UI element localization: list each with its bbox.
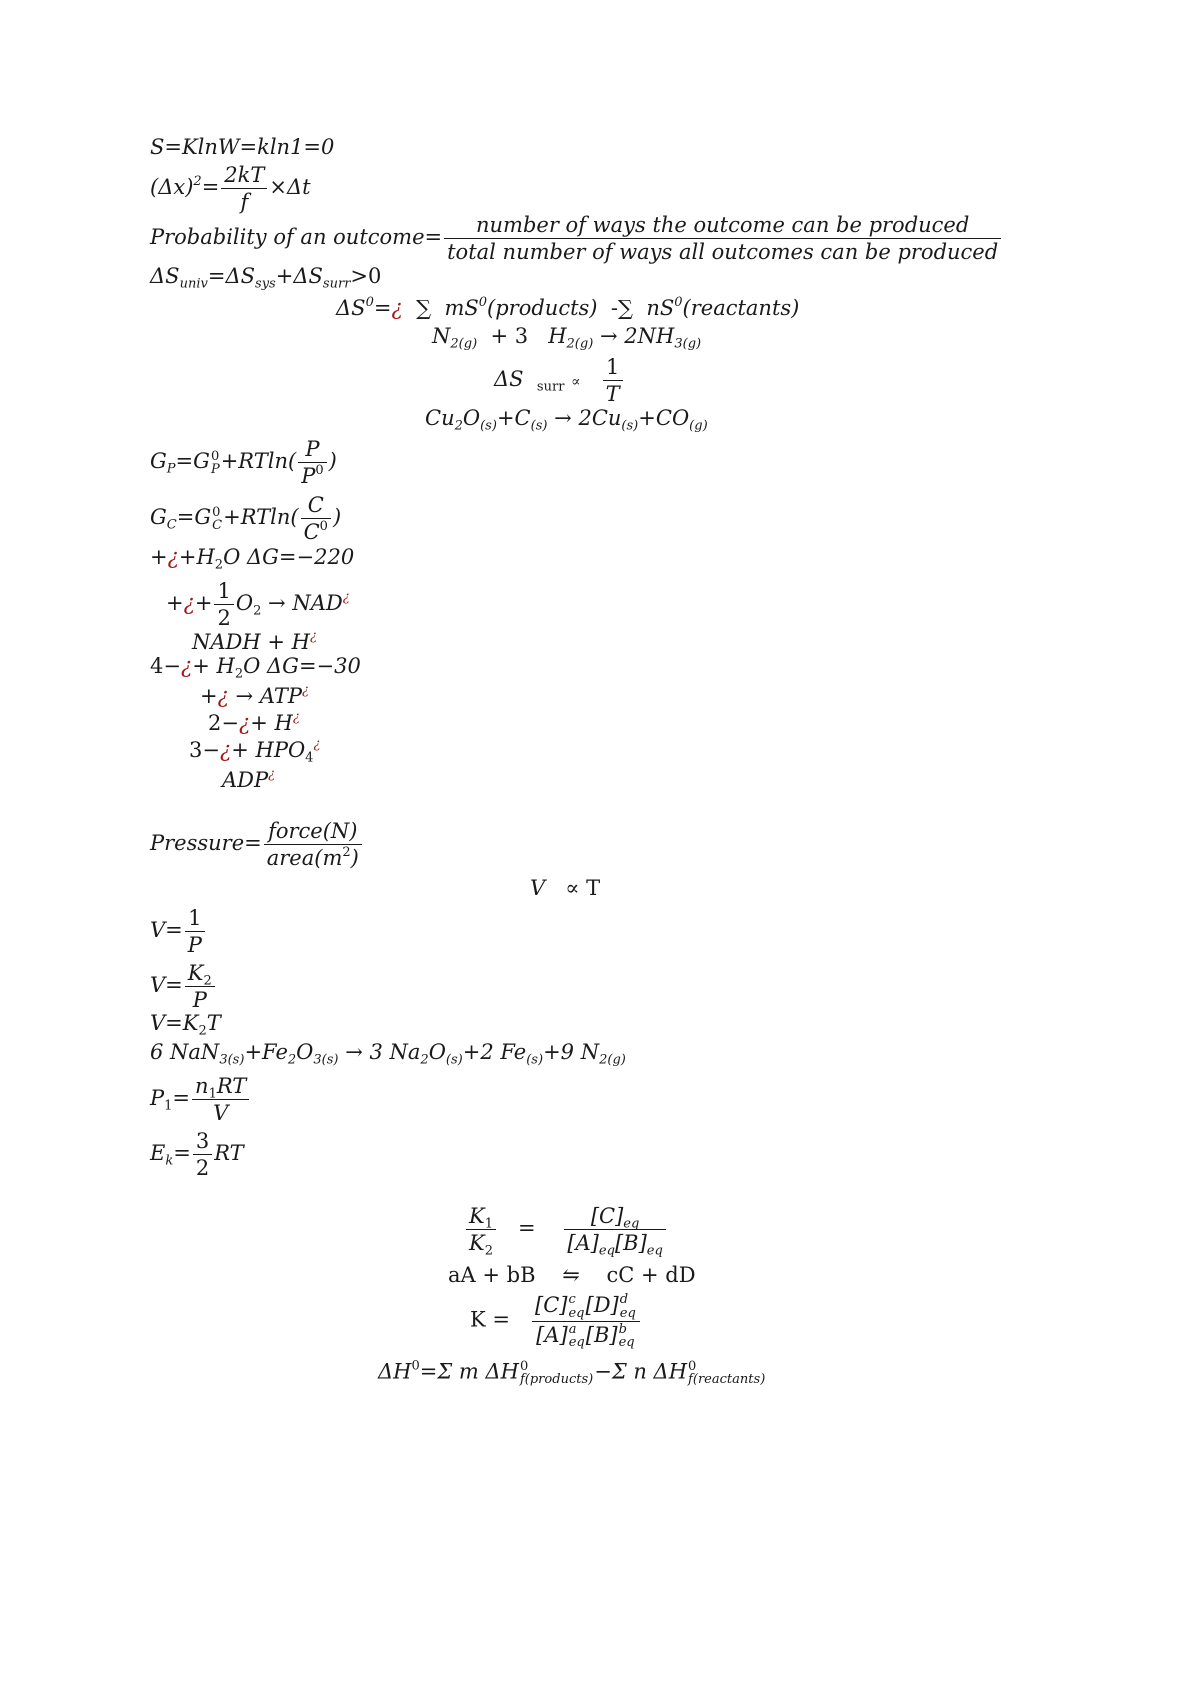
- superscript: a: [568, 1322, 577, 1337]
- equals-sign: =: [201, 175, 220, 200]
- sum-symbol: ∑: [617, 296, 633, 320]
- subscript: surr: [536, 379, 565, 395]
- missing-glyph: ¿: [313, 736, 321, 752]
- term: O ΔG=−220: [223, 545, 355, 569]
- term: aA + bB: [448, 1263, 536, 1287]
- numerator: number of ways the outcome can be produced: [476, 213, 970, 237]
- subscript: 1: [164, 1098, 173, 1114]
- term: +Fe: [244, 1040, 288, 1064]
- equals-sign: =: [373, 296, 392, 320]
- equation-k-expression: [470, 1292, 642, 1350]
- equation-enthalpy: [378, 1360, 766, 1386]
- term: 2Cu: [578, 406, 622, 430]
- equation-reaction-1: [150, 545, 355, 573]
- denominator: total number of ways all outcomes can be produced: [444, 238, 1001, 265]
- subscript: eq: [619, 1305, 636, 1321]
- fraction: [185, 960, 215, 1013]
- term: G: [193, 449, 210, 474]
- equation-reaction-5: [200, 682, 309, 708]
- fraction: [185, 905, 205, 958]
- subscript: (s): [530, 418, 548, 434]
- subscript: eq: [568, 1305, 585, 1321]
- term: → ATP: [228, 684, 302, 708]
- equation-reaction-8: [222, 766, 276, 792]
- subscript: 2: [454, 418, 463, 434]
- term: + H: [192, 654, 235, 678]
- term: ΔS: [293, 264, 323, 288]
- superscript: c: [568, 1292, 576, 1308]
- term: G: [150, 505, 167, 530]
- term: 2NH: [624, 324, 675, 348]
- term: Cu: [425, 406, 455, 430]
- numerator-term: n: [195, 1074, 209, 1098]
- sup-sub-stack: [211, 450, 220, 476]
- denominator: f: [221, 188, 267, 215]
- sup-sub-stack: [212, 506, 222, 532]
- subscript: eq: [598, 1243, 615, 1259]
- subscript: univ: [179, 276, 208, 292]
- missing-glyph: ¿: [391, 296, 403, 320]
- term: 4−: [150, 654, 181, 678]
- subscript: 2(g): [450, 336, 478, 352]
- term: → 3 Na: [338, 1040, 421, 1064]
- fraction: [264, 818, 362, 871]
- missing-glyph: ¿: [217, 684, 229, 708]
- subscript: 3(g): [674, 336, 702, 352]
- sup-sub-stack: [520, 1360, 593, 1386]
- subscript: (s): [621, 418, 639, 434]
- equals-sign: =: [176, 505, 195, 530]
- term: mS: [444, 296, 479, 320]
- equation-reaction-3: [192, 628, 317, 654]
- denominator-term: [A]: [536, 1322, 568, 1347]
- term: (products): [487, 296, 598, 320]
- subscript: eq: [568, 1335, 585, 1351]
- plus-sign: +: [496, 406, 515, 430]
- fraction: [532, 1292, 640, 1350]
- equation-probability: [150, 212, 1003, 265]
- sup-sub-stack: [619, 1323, 635, 1349]
- term: NADH + H: [192, 630, 310, 654]
- superscript: 2: [342, 845, 351, 861]
- term: 2−: [208, 711, 239, 735]
- subscript: (g): [689, 418, 708, 434]
- fraction: [466, 1203, 496, 1259]
- term: ∝ T: [565, 876, 601, 900]
- denominator: 2: [193, 1154, 212, 1181]
- plus-sign: +: [194, 591, 213, 616]
- subscript: 2(g): [599, 1052, 626, 1068]
- equation-boyle-1: [150, 905, 207, 958]
- superscript: d: [619, 1292, 629, 1308]
- equilibrium-arrow: ⇋: [562, 1263, 580, 1287]
- equation-reaction-2: [166, 578, 350, 631]
- numerator: 3: [195, 1129, 210, 1153]
- subscript: f(reactants): [688, 1372, 766, 1388]
- equation-copper-oxide: [425, 406, 708, 434]
- fraction: [301, 492, 331, 545]
- numerator: [192, 1073, 249, 1102]
- superscript: 0: [478, 294, 488, 310]
- subscript: C: [166, 517, 177, 533]
- equation-surroundings-proportion: [494, 354, 625, 407]
- term: + H: [250, 711, 293, 735]
- equation-gibbs-concentration: [150, 492, 341, 545]
- numerator-term: [C]: [590, 1204, 624, 1228]
- denominator: V: [192, 1099, 249, 1126]
- equals-sign: =: [173, 1141, 191, 1166]
- term: +9 N: [543, 1040, 600, 1064]
- term: E: [150, 1141, 166, 1166]
- missing-glyph: ¿: [167, 545, 179, 569]
- fraction: [564, 1203, 665, 1259]
- term: +: [150, 545, 168, 569]
- term: ΔS: [150, 264, 180, 288]
- superscript: 0: [688, 1359, 697, 1374]
- term: ΔS: [336, 296, 366, 320]
- term: + HPO: [231, 738, 306, 762]
- term: V=K: [150, 1011, 199, 1035]
- fraction: [221, 162, 267, 215]
- numerator: 1: [605, 355, 620, 379]
- equation-k-ratio: [464, 1203, 668, 1259]
- numerator-term: K: [187, 961, 204, 985]
- denominator: [532, 1321, 640, 1351]
- term: (reactants): [682, 296, 800, 320]
- fraction: [603, 354, 623, 407]
- fraction: [444, 212, 1001, 265]
- term: G: [194, 505, 212, 530]
- term: ΔS: [494, 367, 524, 392]
- term: C: [514, 406, 531, 430]
- term: +H: [178, 545, 215, 569]
- numerator: [466, 1203, 496, 1232]
- term: ): [328, 449, 337, 474]
- numerator: C: [307, 493, 324, 517]
- equation-equilibrium-reaction: [448, 1265, 696, 1286]
- term: +: [200, 684, 218, 708]
- superscript: 0: [519, 1359, 529, 1374]
- sup-sub-stack: [620, 1293, 636, 1319]
- denominator: P: [185, 931, 205, 958]
- term: T: [206, 1011, 221, 1035]
- equation-charles-law: [530, 878, 600, 899]
- term: O: [296, 1040, 314, 1064]
- term: ×Δt: [269, 175, 311, 200]
- equation-charles-2: [150, 1011, 221, 1039]
- denominator-term: ): [350, 846, 359, 871]
- denominator-term: C: [303, 520, 320, 545]
- subscript: sys: [255, 276, 276, 292]
- denominator: [264, 844, 362, 871]
- fraction: [192, 1073, 249, 1126]
- equation-pressure: [150, 818, 364, 871]
- subscript: eq: [623, 1216, 640, 1232]
- term: O: [428, 1040, 446, 1064]
- arrow-symbol: →: [554, 406, 572, 430]
- equals-sign: =: [175, 449, 194, 474]
- term: V=: [150, 973, 183, 998]
- numerator: 1: [217, 579, 231, 603]
- denominator: [564, 1229, 665, 1259]
- subscript: 3(s): [313, 1052, 339, 1068]
- missing-glyph: ¿: [268, 766, 276, 782]
- term: ADP: [222, 768, 269, 792]
- term: 6 NaN: [150, 1040, 220, 1064]
- subscript: 2: [287, 1052, 297, 1068]
- term: +: [166, 591, 184, 616]
- subscript: 2: [484, 1243, 493, 1259]
- missing-glyph: ¿: [183, 591, 195, 616]
- term: G: [150, 449, 167, 474]
- subscript: 4: [305, 750, 314, 766]
- term: CO: [655, 406, 690, 430]
- equation-standard-entropy: [336, 294, 800, 320]
- denominator: 2: [214, 604, 233, 631]
- superscript: 0: [674, 294, 683, 310]
- term: V=: [150, 918, 183, 943]
- denominator-term: P: [301, 464, 316, 489]
- arrow-symbol: →: [599, 324, 618, 348]
- equation-sodium-azide: [150, 1040, 626, 1068]
- subscript: eq: [646, 1243, 663, 1259]
- term: nS: [646, 296, 675, 320]
- subscript: P: [166, 461, 176, 477]
- term: +2 Fe: [462, 1040, 527, 1064]
- plus-sign: +: [275, 264, 294, 288]
- equation-diffusion: [150, 162, 311, 215]
- missing-glyph: ¿: [309, 628, 317, 644]
- term: Probability of an outcome=: [150, 225, 443, 250]
- numerator: 1: [188, 906, 202, 930]
- subscript: 1: [484, 1216, 493, 1232]
- equation-reaction-6: [208, 709, 300, 735]
- superscript: 0: [315, 463, 324, 479]
- equals-sign: =: [207, 264, 226, 288]
- subscript: P: [210, 461, 220, 477]
- sup-sub-stack: [569, 1323, 585, 1349]
- subscript: 2: [214, 557, 224, 573]
- term: RT: [214, 1141, 244, 1166]
- term: +RTln(: [220, 449, 297, 474]
- term: 3−: [189, 738, 220, 762]
- term: N: [432, 324, 451, 348]
- term: ΔH: [378, 1359, 412, 1384]
- missing-glyph: ¿: [238, 711, 251, 735]
- term: Pressure=: [150, 831, 262, 856]
- subscript: (s): [526, 1052, 544, 1068]
- missing-glyph: ¿: [219, 738, 232, 762]
- term: cC + dD: [606, 1263, 696, 1287]
- term: O ΔG=−30: [243, 654, 361, 678]
- equation-reaction-7: [189, 736, 321, 766]
- missing-glyph: ¿: [180, 654, 193, 678]
- numerator: [564, 1203, 665, 1232]
- term: ): [332, 505, 342, 530]
- subscript: eq: [618, 1335, 635, 1351]
- missing-glyph: ¿: [292, 709, 300, 725]
- term: ΔS: [225, 264, 256, 288]
- exponent: 2: [193, 174, 202, 190]
- subscript: k: [165, 1153, 174, 1169]
- term: P: [150, 1086, 165, 1111]
- equals-sign: =: [518, 1216, 536, 1241]
- numerator-term: RT: [216, 1074, 247, 1098]
- subscript: C: [212, 517, 223, 533]
- superscript: 0: [319, 519, 328, 535]
- subscript: 2(g): [566, 336, 594, 352]
- subscript: f(products): [519, 1372, 594, 1388]
- denominator: [466, 1229, 496, 1259]
- term: O: [462, 406, 481, 430]
- subscript: (s): [480, 418, 497, 434]
- equation-gibbs-pressure: [150, 436, 337, 489]
- term: → NAD: [268, 591, 343, 616]
- subscript: (s): [445, 1052, 463, 1068]
- subscript: 2: [253, 603, 262, 619]
- subscript: 2: [234, 666, 244, 682]
- proportional-symbol: ∝: [571, 374, 581, 391]
- missing-glyph: ¿: [301, 682, 309, 698]
- equation-text: S=KlnW=kln1=0: [150, 135, 335, 159]
- sup-sub-stack: [688, 1360, 765, 1386]
- minus-sign: -: [610, 296, 618, 320]
- term: V: [530, 876, 546, 900]
- fraction: [214, 578, 233, 631]
- missing-glyph: ¿: [342, 590, 350, 606]
- subscript: 2: [203, 973, 212, 989]
- equation-entropy-boltzmann: [150, 137, 334, 158]
- superscript: 0: [210, 448, 220, 464]
- numerator: P: [305, 437, 320, 461]
- equation-ideal-gas: [150, 1073, 251, 1126]
- numerator-term: K: [469, 1204, 485, 1228]
- fraction: [193, 1128, 212, 1181]
- denominator-term: area(m: [266, 846, 343, 871]
- sum-symbol: ∑: [416, 296, 432, 320]
- numerator: 2kT: [224, 163, 265, 187]
- equation-ammonia-synthesis: [432, 324, 702, 352]
- numerator-term: [C]: [535, 1293, 568, 1317]
- subscript: 2: [420, 1052, 429, 1068]
- sup-sub-stack: [568, 1293, 584, 1319]
- term: O: [235, 591, 254, 616]
- equation-boyle-2: [150, 960, 217, 1013]
- term: >0: [350, 264, 382, 288]
- term: K =: [470, 1307, 510, 1332]
- term: +RTln(: [223, 505, 299, 530]
- subscript: 3(s): [219, 1052, 245, 1068]
- subscript: 1: [208, 1086, 217, 1102]
- term: −Σ n ΔH: [594, 1359, 688, 1384]
- term: + 3: [490, 324, 529, 348]
- equation-kinetic-energy: [150, 1128, 244, 1181]
- superscript: b: [618, 1322, 627, 1337]
- superscript: 0: [212, 504, 221, 520]
- numerator: [185, 960, 215, 989]
- denominator-term: [B]: [614, 1231, 647, 1256]
- denominator: T: [603, 380, 623, 407]
- term: =Σ m ΔH: [419, 1359, 519, 1384]
- numerator-term: [D]: [585, 1293, 619, 1317]
- denominator: [298, 462, 326, 489]
- denominator-term: [B]: [585, 1322, 618, 1347]
- denominator: [301, 518, 331, 545]
- term: (Δx): [150, 175, 194, 200]
- plus-sign: +: [638, 406, 656, 430]
- numerator: force(N): [268, 819, 358, 843]
- fraction: [298, 436, 326, 489]
- numerator: [532, 1292, 640, 1321]
- denominator: P: [185, 986, 215, 1013]
- denominator-term: K: [469, 1231, 485, 1256]
- denominator-term: [A]: [567, 1231, 599, 1256]
- term: H: [548, 324, 567, 348]
- equals-sign: =: [172, 1086, 191, 1111]
- superscript: 0: [365, 294, 374, 310]
- equation-reaction-4: [150, 654, 361, 682]
- subscript: surr: [322, 276, 351, 292]
- equation-entropy-universe: [150, 264, 382, 292]
- superscript: 0: [411, 1358, 420, 1374]
- subscript: 2: [198, 1023, 207, 1039]
